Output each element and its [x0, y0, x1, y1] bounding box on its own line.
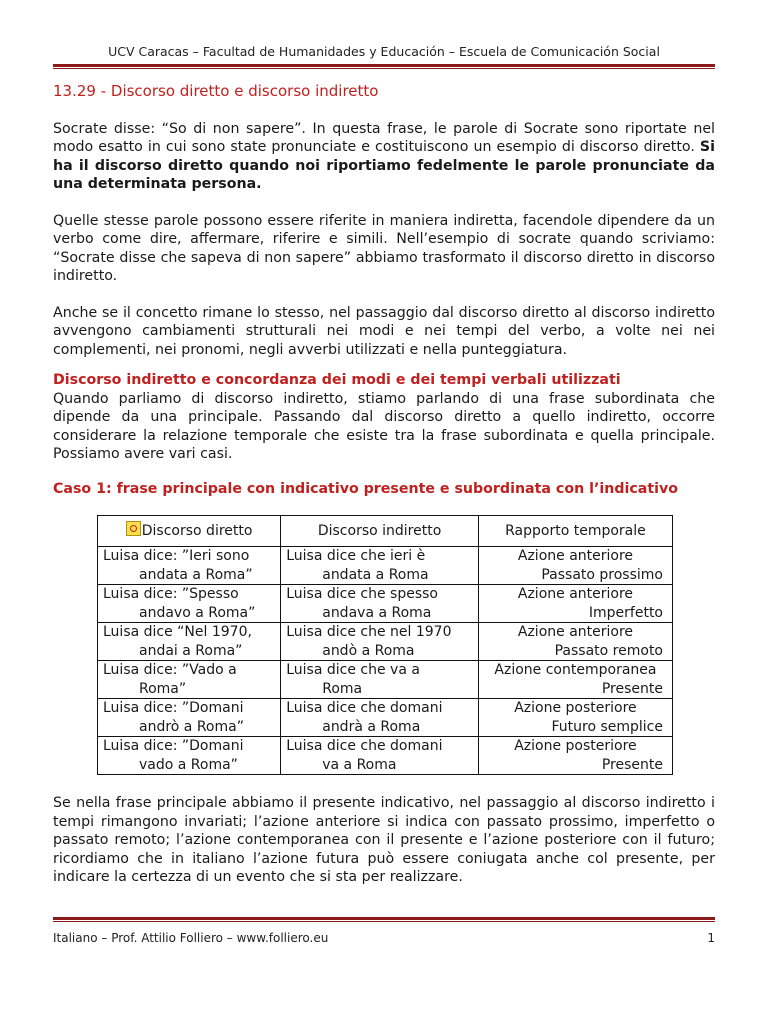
paragraph-2: Quelle stesse parole possono essere riferite in maniera indiretta, facendole dipendere da un verbo come dire, affermare, riferire e simili. Nell’esempio di socrate quando scriviamo: “Socrate disse che sapeva di non sapere” abbiamo trasformato il discorso diretto in discorso indiretto.	[53, 212, 715, 284]
cell-relation-action: Azione anteriore	[517, 548, 634, 564]
table-row	[98, 699, 673, 737]
footer-rule	[53, 917, 715, 922]
cell-indirect-line1: Luisa dice che spesso	[286, 586, 438, 602]
paragraph-5: Se nella frase principale abbiamo il presente indicativo, nel passaggio al discorso indiretto i tempi rimangono invariati; l’azione anteriore si indica con passato prossimo, imperfetto o passato remoto; l’azione contemporanea con il presente e l’azione posteriore con il futuro; ricordiamo che in italiano l’azione futura può essere coniugata anche col presente, per indicare la certezza di un evento che si sta per realizzare.	[53, 795, 715, 885]
cell-indirect	[281, 737, 479, 775]
cell-direct-line1: Luisa dice “Nel 1970,	[103, 624, 252, 640]
cell-direct-line2: andavo a Roma”	[139, 604, 256, 621]
cell-direct	[98, 699, 281, 737]
cell-direct-line2: andata a Roma”	[139, 566, 253, 583]
cell-indirect-line2: andata a Roma	[322, 566, 429, 583]
cell-relation-action: Azione posteriore	[514, 738, 637, 754]
cell-indirect-line2: andò a Roma	[322, 642, 415, 659]
cell-indirect	[281, 661, 479, 699]
cell-relation	[478, 585, 672, 623]
table-body	[98, 547, 673, 775]
cell-relation-action: Azione anteriore	[517, 624, 634, 640]
cell-indirect-line1: Luisa dice che domani	[286, 738, 443, 754]
cell-indirect-line2: va a Roma	[322, 756, 397, 773]
table-row	[98, 737, 673, 775]
cell-indirect-line2: Roma	[322, 680, 363, 697]
table-header-indirect: Discorso indiretto	[281, 516, 479, 547]
page-header: UCV Caracas – Facultad de Humanidades y Educación – Escuela de Comunicación Social	[108, 44, 660, 59]
cell-relation	[478, 699, 672, 737]
paragraph-4: Quando parliamo di discorso indiretto, stiamo parlando di una frase subordinata che dipende da una principale. Passando dal discorso diretto a quello indiretto, occorre considerare la relazione temporale che esiste tra la frase subordinata e quella principale. Possiamo avere vari casi.	[53, 390, 715, 462]
footer-text: Italiano – Prof. Attilio Folliero – www.folliero.eu	[53, 931, 329, 945]
table-header-direct-text: Discorso diretto	[141, 523, 253, 540]
cell-indirect-line2: andava a Roma	[322, 604, 432, 621]
cell-direct-line2: Roma”	[139, 680, 187, 697]
cell-direct-line1: Luisa dice: ”Ieri sono	[103, 548, 250, 564]
cell-relation-action: Azione posteriore	[514, 700, 637, 716]
header-rule	[53, 64, 715, 69]
cell-relation-tense: Passato prossimo	[541, 566, 663, 583]
cell-direct	[98, 661, 281, 699]
cell-relation-tense: Passato remoto	[554, 642, 663, 659]
cell-indirect	[281, 585, 479, 623]
cell-direct-line2: andai a Roma”	[139, 642, 243, 659]
table-row	[98, 661, 673, 699]
cell-direct-line1: Luisa dice: ”Domani	[103, 700, 244, 716]
cell-relation	[478, 623, 672, 661]
cell-direct-line1: Luisa dice: ”Vado a	[103, 662, 237, 678]
table-header-direct	[98, 516, 281, 547]
cell-direct	[98, 623, 281, 661]
paragraph-1	[53, 120, 715, 194]
cell-direct-line1: Luisa dice: ”Spesso	[103, 586, 239, 602]
subheading: Discorso indiretto e concordanza dei modi e dei tempi verbali utilizzati	[53, 372, 621, 388]
paragraph-3: Anche se il concetto rimane lo stesso, nel passaggio dal discorso diretto al discorso indiretto avvengono cambiamenti strutturali nei modi e nei tempi del verbo, a volte nei nei complementi, nei pronomi, negli avverbi utilizzati e nella punteggiatura.	[53, 304, 715, 358]
cell-direct	[98, 585, 281, 623]
cell-indirect-line1: Luisa dice che domani	[286, 700, 443, 716]
page-footer	[53, 931, 715, 945]
page-number: 1	[707, 931, 715, 945]
document-icon	[126, 521, 141, 536]
table-row	[98, 547, 673, 585]
cell-relation-tense: Imperfetto	[588, 604, 663, 621]
cell-indirect-line1: Luisa dice che nel 1970	[286, 624, 452, 640]
table-row	[98, 585, 673, 623]
cell-relation	[478, 737, 672, 775]
cell-direct	[98, 737, 281, 775]
cell-indirect-line2: andrà a Roma	[322, 718, 421, 735]
cell-indirect	[281, 547, 479, 585]
cell-indirect	[281, 623, 479, 661]
cell-direct-line2: vado a Roma”	[139, 756, 238, 773]
cell-relation	[478, 547, 672, 585]
table-header-row	[98, 516, 673, 547]
paragraph-1-bold: Si ha il discorso diretto quando noi riportiamo fedelmente le parole pronunciate da una determinata persona.	[53, 139, 715, 192]
tense-table	[97, 515, 673, 775]
cell-indirect-line1: Luisa dice che va a	[286, 662, 420, 678]
cell-indirect	[281, 699, 479, 737]
cell-relation	[478, 661, 672, 699]
case-heading: Caso 1: frase principale con indicativo presente e subordinata con l’indicativo	[53, 480, 678, 497]
cell-relation-action: Azione anteriore	[517, 586, 634, 602]
paragraph-1-text: Socrate disse: “So di non sapere”. In questa frase, le parole di Socrate sono riportate nel modo esatto in cui sono state pronunciate e costituiscono un esempio di discorso diretto.	[53, 120, 715, 155]
section-title: 13.29 - Discorso diretto e discorso indiretto	[53, 82, 379, 100]
cell-relation-tense: Presente	[601, 680, 663, 697]
cell-direct-line2: andrò a Roma”	[139, 718, 244, 735]
page-content	[53, 82, 715, 887]
cell-indirect-line1: Luisa dice che ieri è	[286, 548, 426, 564]
cell-direct	[98, 547, 281, 585]
table-header-relation: Rapporto temporale	[478, 516, 672, 547]
cell-relation-tense: Presente	[601, 756, 663, 773]
cell-relation-tense: Futuro semplice	[551, 718, 663, 735]
table-row	[98, 623, 673, 661]
cell-relation-action: Azione contemporanea	[494, 662, 657, 678]
cell-direct-line1: Luisa dice: ”Domani	[103, 738, 244, 754]
